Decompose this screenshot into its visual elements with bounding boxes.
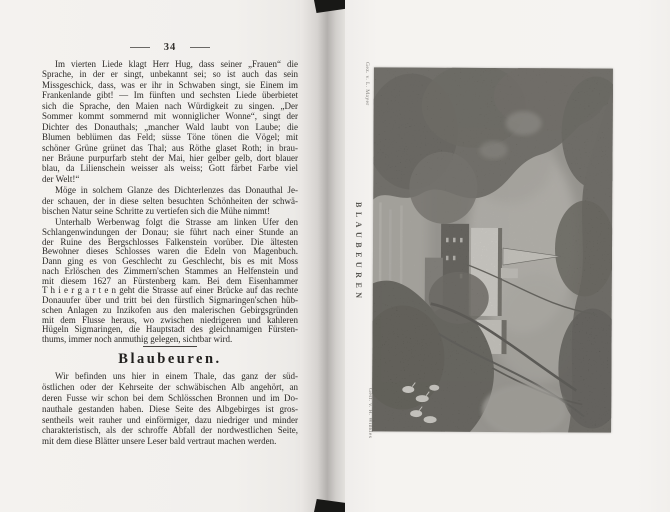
plate-credit-artist: Gez. v. L. Mayer	[364, 62, 370, 106]
landscape-engraving	[372, 67, 613, 432]
text-line: der Welt!“	[42, 173, 80, 184]
page-number-row	[42, 42, 298, 53]
text-line: ner Bräune purpurfarb steht der Mai, hier gelber gelb, dort blauer	[42, 152, 298, 163]
text-line: östlichen oder der Kehrseite der schwäbischen Alb angehört, an	[42, 381, 298, 392]
text-line: Hügeln Sigmaringen, die Hauptstadt des gleichnamigen Fürsten-	[42, 325, 298, 335]
text-line: Bewohner dieses Schlosses waren die Edeln von Magenbuch.	[42, 247, 298, 257]
text-line: Schlangenwindungen der Donau; sie führt nach einer Stunde an	[42, 227, 298, 237]
text-line: Missgeschick, dass, was er ihr in Schwaben singt, sie Einem im	[42, 79, 298, 90]
text-line: Sprache, in der er singt, unbekannt sei; so ist auch das sein	[42, 69, 298, 80]
body-paragraph-1	[42, 59, 298, 184]
body-paragraph-4	[42, 371, 298, 447]
page-number: 34	[163, 42, 177, 53]
right-page	[345, 0, 670, 512]
text-line: bischen Natur seine Schritte zu vertiefen sich die Mühe nimmt!	[42, 206, 271, 217]
body-paragraph-2	[42, 185, 298, 217]
left-page	[0, 0, 334, 512]
text-line: mit diesem 1627 an Fürstenberg kam. Bei dem Eisenhammer	[42, 276, 298, 286]
text-line: Blumen beblümen das Feld; süsse Töne tönen die Vögel; mit	[42, 132, 298, 143]
text-line: der schauen, der in diese selten besuchten Schönheiten der schwä-	[42, 195, 298, 206]
text-line: thums, immer noch anmuthig gelegen, sichtbar wird.	[42, 335, 233, 344]
body-paragraph-3	[42, 218, 298, 345]
text-line: Donauufer über und tritt bei den fürstlich Sigmaringen'schen hüb-	[42, 296, 298, 305]
text-line: Sommer kommt sommernd mit wonniglicher Wonne“, singt der	[42, 111, 298, 122]
section-heading: Blaubeuren.	[118, 351, 222, 367]
folio-rule-left	[130, 47, 150, 48]
text-line: deren Fusse wir schon bei dem Schlösschen Bronnen und im Do-	[42, 392, 298, 403]
text-line: Dichter des Donauthals; „mancher Wald laubt von Laube; die	[42, 121, 298, 132]
text-line: T h i e r g a r t e n geht die Strasse auf einer Brücke auf das rechte	[42, 286, 298, 296]
text-line: Wir befinden uns hier in einem Thale, das ganz der süd-	[55, 371, 298, 381]
text-line: charakteristisch, als der schroffe Abfall der nordwestlichen Seite,	[42, 425, 298, 436]
text-line: schöner Grüne grünet das Thal; aus Röthe glaset Roth; in brau-	[42, 142, 298, 153]
text-line: blau, da Lilienschein weisser als weiss; Gott färbet Farbe viel	[42, 163, 298, 174]
section-divider-rule	[143, 346, 197, 347]
folio-rule-right	[190, 47, 210, 48]
text-line: Möge in solchem Glanze des Dichterlenzes das Donauthal Je-	[55, 185, 298, 195]
text-line: mit dem Flusse heraus, wo zwischen niedrigeren und kahleren	[42, 315, 298, 325]
engraving-plate	[372, 67, 613, 432]
text-line: Im vierten Liede klagt Herr Hug, dass seiner „Frauen“ die	[55, 59, 298, 69]
text-line: sich die Sprache, den Maien nach Würdigkeit zu singen. „Der	[42, 100, 298, 111]
text-line: nach Erlöschen des Zimmern'schen Stammes an Helfenstein und	[42, 266, 298, 276]
text-line: mit dem diese Blätter unsere Leser bald vertraut machen werden.	[42, 436, 277, 447]
text-line: Unterhalb Werbenwag folgt die Strasse am linken Ufer den	[55, 218, 298, 227]
text-line: nauthale gestanden haben. Diese Seite des Albgebirges ist gros-	[42, 403, 298, 414]
text-line: sentheils weit rauher und einförmiger, dazu niedriger und minder	[42, 414, 298, 425]
text-line: der Ruine des Bergschlosses Falkenstein vorüber. Die ältesten	[42, 237, 298, 247]
plate-title-vertical: BLAUBEUREN	[354, 202, 363, 303]
text-line: Dann ging es von Geschlecht zu Geschlecht, bis es mit Moss	[42, 257, 298, 266]
text-line: schen Anlagen zu Inzikofen aus den malerischen Gebirgsgründen	[42, 305, 298, 315]
plate-credit-engraver: Gest. v. H. Winkles	[367, 388, 373, 439]
text-line: Frankenlande gibt! — Im fünften und sechsten Liede überbietet	[42, 90, 298, 101]
